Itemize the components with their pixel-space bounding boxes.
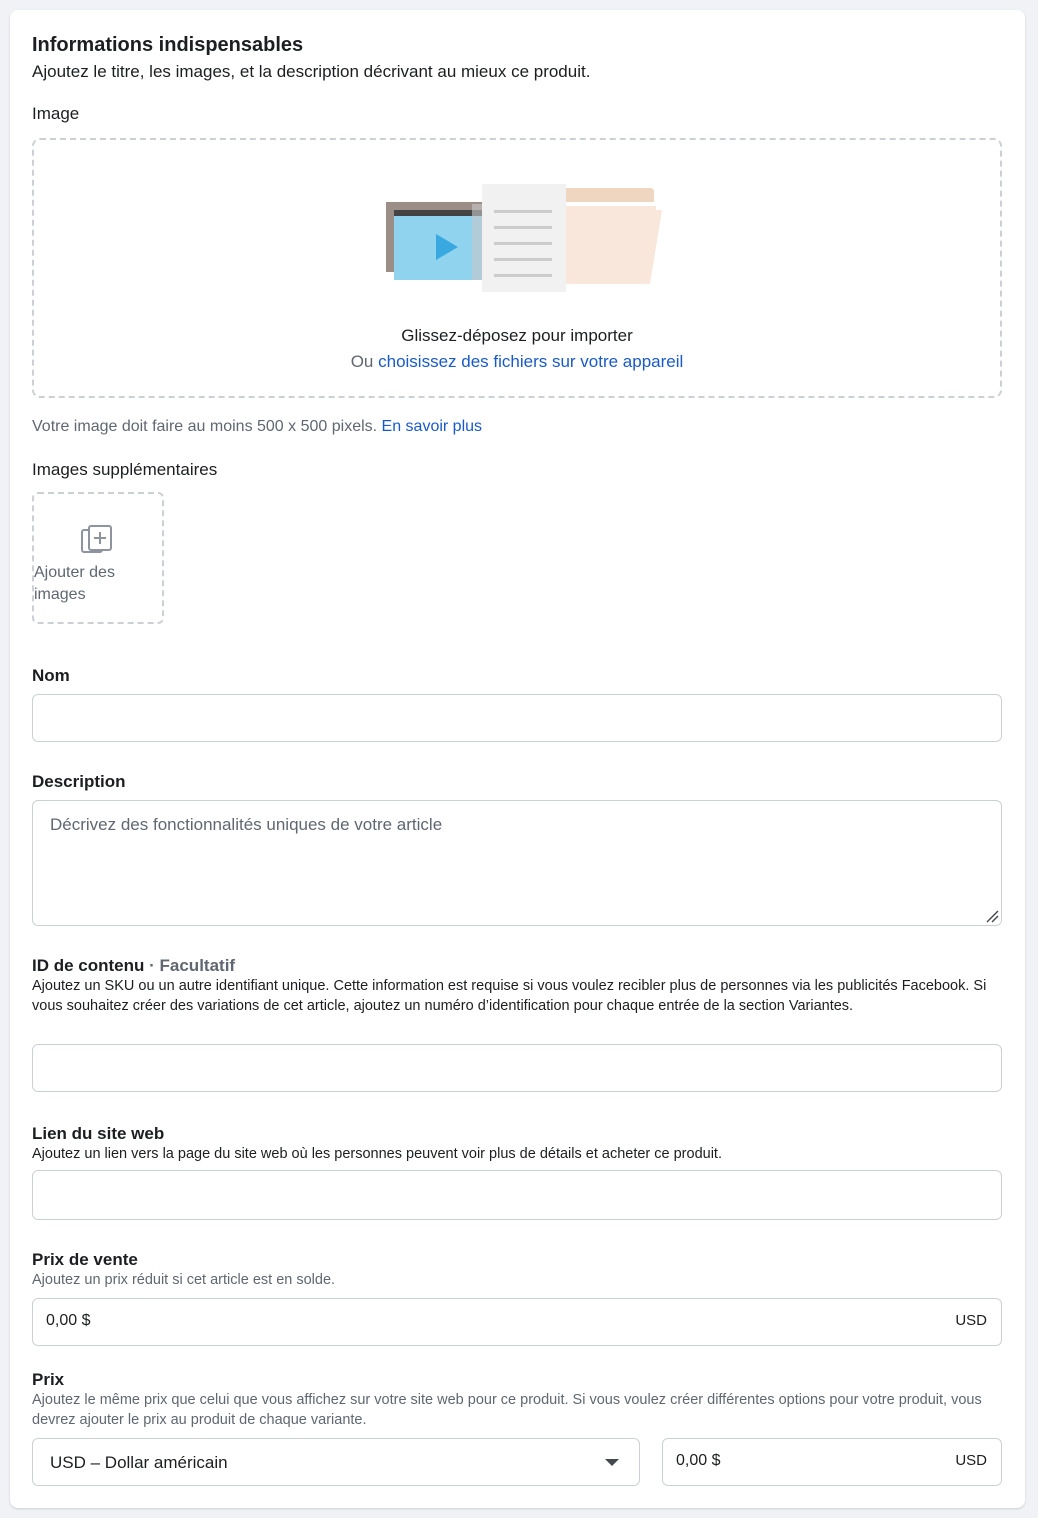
currency-select[interactable]: [32, 1438, 640, 1486]
sale-price-currency: USD: [955, 1312, 987, 1329]
resize-handle-icon[interactable]: [985, 909, 999, 923]
optional-tag: · Facultatif: [144, 956, 236, 975]
product-info-card: [10, 10, 1025, 1508]
content-id-help: Ajoutez un SKU ou un autre identifiant unique. Cette information est requise si vous voulez recibler plus de personnes via les publicités Facebook. Si vous souhaitez créer des variations de cet article, ajoutez un numéro d’identification pour chaque entrée de la section Variantes.: [32, 978, 987, 1014]
dropzone-main-text: Glissez-déposez pour importer: [401, 326, 633, 345]
content-id-label: [32, 956, 235, 976]
caret-down-icon: [605, 1459, 619, 1466]
content-id-label-text: ID de contenu: [32, 956, 145, 975]
description-placeholder: Décrivez des fonctionnalités uniques de votre article: [50, 815, 443, 834]
image-dropzone[interactable]: [32, 138, 1002, 398]
price-help: Ajoutez le même prix que celui que vous affichez sur votre site web pour ce produit. Si vous voulez créer différentes options pour votre produit, vous devrez ajouter le prix au produit de chaque variante.: [32, 1392, 982, 1428]
description-label: Description: [32, 772, 126, 791]
extra-images-label: Images supplémentaires: [32, 460, 218, 479]
choose-files-link[interactable]: choisissez des fichiers sur votre appareil: [378, 352, 684, 371]
section-subtitle: Ajoutez le titre, les images, et la description décrivant au mieux ce produit.: [32, 62, 591, 81]
image-size-hint: [32, 418, 482, 436]
name-input[interactable]: [32, 694, 1002, 742]
dropzone-sub-text: [34, 352, 1000, 372]
price-label: Prix: [32, 1370, 65, 1389]
add-images-label: Ajouter des images: [34, 564, 115, 603]
learn-more-link[interactable]: En savoir plus: [381, 418, 483, 435]
name-label: Nom: [32, 666, 70, 685]
price-input[interactable]: [662, 1438, 1002, 1486]
sale-price-value: 0,00 $: [46, 1312, 91, 1329]
sale-price-label: Prix de vente: [32, 1250, 138, 1269]
image-size-hint-text: Votre image doit faire au moins 500 x 500 pixels.: [32, 418, 382, 435]
description-textarea[interactable]: [32, 800, 1002, 926]
website-label: Lien du site web: [32, 1124, 165, 1143]
sale-price-input[interactable]: [32, 1298, 1002, 1346]
dropzone-or-text: Ou: [350, 352, 379, 371]
price-value: 0,00 $: [676, 1452, 721, 1469]
sale-price-help: Ajoutez un prix réduit si cet article est en solde.: [32, 1272, 336, 1288]
price-currency: USD: [955, 1452, 987, 1469]
media-upload-illustration-icon: [384, 184, 664, 294]
image-label: Image: [32, 104, 80, 123]
content-id-input[interactable]: [32, 1044, 1002, 1092]
section-title: Informations indispensables: [32, 34, 304, 56]
add-images-button[interactable]: [32, 492, 164, 624]
add-photo-icon: [80, 524, 114, 556]
website-help: Ajoutez un lien vers la page du site web où les personnes peuvent voir plus de détails et acheter ce produit.: [32, 1146, 722, 1162]
website-input[interactable]: [32, 1170, 1002, 1220]
currency-select-value: USD – Dollar américain: [50, 1453, 228, 1472]
